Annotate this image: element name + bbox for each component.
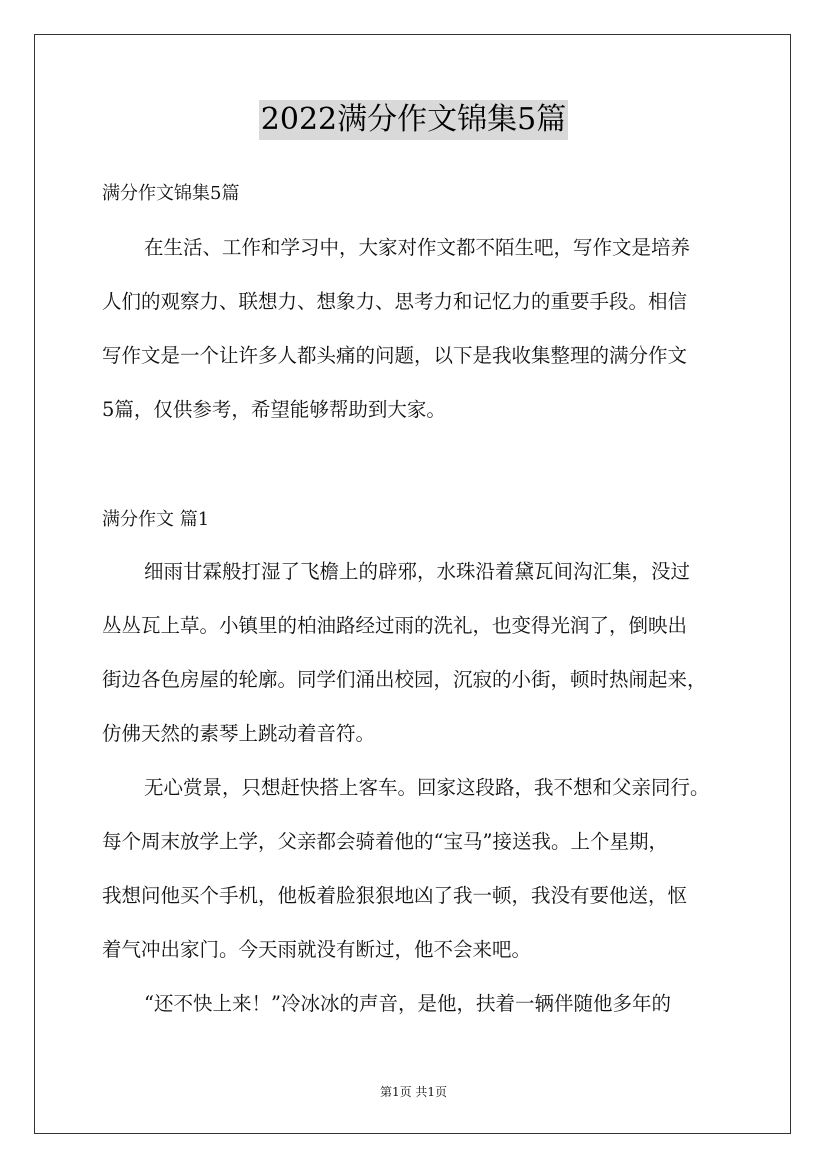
- section-heading: 满分作文 篇1: [102, 509, 210, 530]
- document-title: 2022满分作文锦集5篇: [259, 100, 568, 140]
- paragraph-line: 仿佛天然的素琴上跳动着音符。: [102, 722, 376, 745]
- paragraph-line: 街边各色房屋的轮廓。同学们涌出校园，沉寂的小街，顿时热闹起来，: [102, 668, 707, 691]
- paragraph-line: 着气冲出家门。今天雨就没有断过，他不会来吧。: [102, 938, 532, 961]
- page-number: 第1页 共1页: [379, 1085, 448, 1099]
- title-wrap: [0, 100, 827, 140]
- document-subtitle: 满分作文锦集5篇: [102, 183, 240, 204]
- paragraph-line: “还不快上来！”冷冰冰的声音，是他，扶着一辆伴随他多年的: [144, 992, 671, 1015]
- paragraph-line: 细雨甘霖般打湿了飞檐上的辟邪，水珠沿着黛瓦间沟汇集，没过: [144, 560, 691, 583]
- paragraph-line: 丛丛瓦上草。小镇里的柏油路经过雨的洗礼，也变得光润了，倒映出: [102, 614, 688, 637]
- intro-line: 5篇，仅供参考，希望能够帮助到大家。: [102, 398, 446, 421]
- paragraph-line: 每个周末放学上学，父亲都会骑着他的“宝马”接送我。上个星期，: [102, 830, 668, 853]
- paragraph-line: 无心赏景，只想赶快搭上客车。回家这段路，我不想和父亲同行。: [144, 776, 710, 799]
- intro-line: 写作文是一个让许多人都头痛的问题，以下是我收集整理的满分作文: [102, 344, 688, 367]
- intro-line: 人们的观察力、联想力、想象力、思考力和记忆力的重要手段。相信: [102, 290, 688, 313]
- intro-line: 在生活、工作和学习中，大家对作文都不陌生吧，写作文是培养: [144, 236, 691, 259]
- paragraph-line: 我想问他买个手机，他板着脸狠狠地凶了我一顿，我没有要他送，怄: [102, 884, 688, 907]
